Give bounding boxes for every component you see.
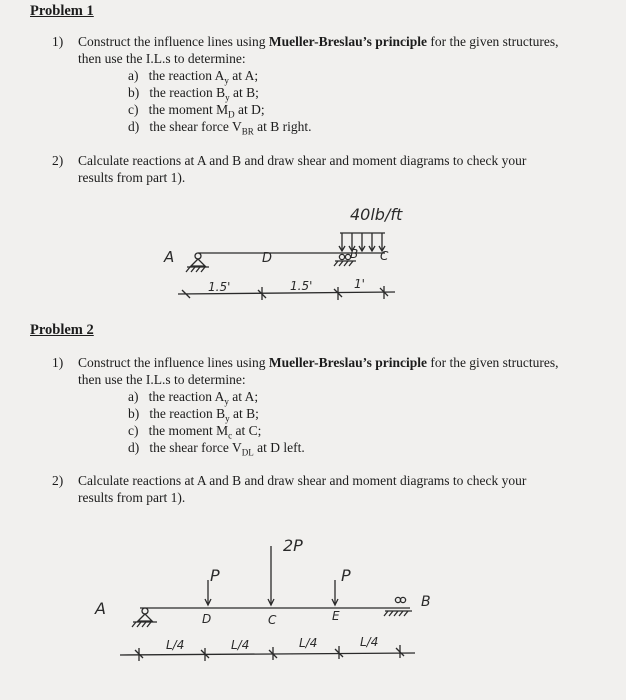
p2-label-e: E — [332, 609, 340, 623]
p2-load-p1: P — [210, 566, 220, 585]
p1-dim-3: 1' — [354, 277, 365, 291]
p1-dim-2: 1.5' — [290, 279, 313, 293]
p2-dim-3: L/4 — [299, 636, 318, 650]
p1-q1-line2: then use the I.L.s to determine: — [78, 51, 246, 66]
p1-label-a: A — [164, 248, 175, 266]
p1-q1-line1: Construct the influence lines using Mueller-Breslau’s principle for the given structures, — [78, 34, 559, 49]
p2-q2-line2: results from part 1). — [78, 490, 186, 505]
p2-label-d: D — [202, 612, 212, 626]
p1-label-d: D — [262, 251, 273, 266]
p2-item-b: b) the reaction $B_y$ at B; — [128, 406, 259, 424]
p1-item-c: c) the moment $M_D$ at D; — [128, 102, 265, 120]
p2-item-c: c) the moment $M_c$ at C; — [128, 423, 262, 441]
p2-dim-4: L/4 — [360, 635, 379, 649]
p1-q2-line2: results from part 1). — [78, 170, 186, 185]
p1-dim-1: 1.5' — [208, 280, 231, 294]
p2-item-a: a) the reaction $A_y$ at A; — [128, 389, 259, 407]
p2-q2-number: 2) — [52, 473, 64, 488]
p2-q2-line1: Calculate reactions at A and B and draw shear and moment diagrams to check your — [78, 473, 527, 488]
p2-q1-line2: then use the I.L.s to determine: — [78, 372, 246, 387]
p1-q1-number: 1) — [52, 34, 64, 49]
p1-load-label: 40lb/ft — [350, 205, 403, 224]
p2-load-p3: P — [341, 566, 351, 585]
p1-q2-line1: Calculate reactions at A and B and draw shear and moment diagrams to check your — [78, 153, 527, 168]
p2-dim-2: L/4 — [231, 638, 250, 652]
p2-label-c: C — [268, 613, 277, 627]
p1-label-b: B — [350, 247, 359, 261]
problem1-heading: Problem 1 — [30, 3, 94, 19]
p2-item-d: d) the shear force $V_{DL}$ at D left. — [128, 440, 305, 458]
p2-dim-1: L/4 — [166, 638, 185, 652]
p1-item-a: a) the reaction $A_y$ at A; — [128, 68, 259, 86]
p1-item-b: b) the reaction $B_y$ at B; — [128, 85, 259, 103]
p2-label-a: A — [95, 599, 106, 618]
p1-q2-number: 2) — [52, 153, 64, 168]
p2-load-p2: 2P — [283, 536, 303, 555]
p2-q1-line1: Construct the influence lines using Mueller-Breslau’s principle for the given structures, — [78, 355, 559, 370]
problem2-heading: Problem 2 — [30, 322, 94, 338]
p2-q1-number: 1) — [52, 355, 64, 370]
p2-label-b: B — [421, 594, 431, 610]
p1-item-d: d) the shear force $V_{BR}$ at B right. — [128, 119, 312, 137]
p1-label-c: C — [380, 249, 389, 263]
